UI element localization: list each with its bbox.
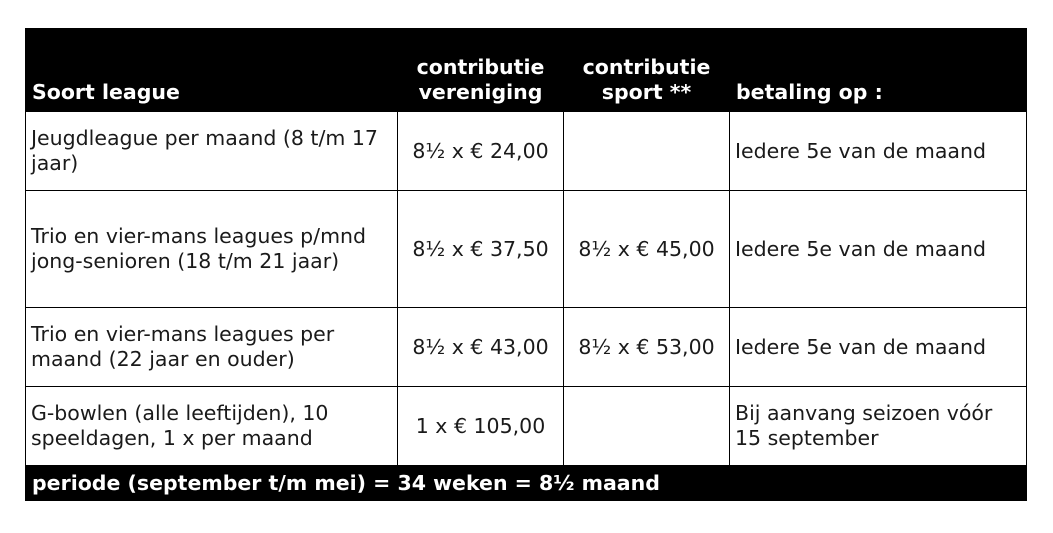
cell-betaling: Bij aanvang seizoen vóór 15 september: [730, 387, 1027, 466]
cell-betaling: Iedere 5e van de maand: [730, 112, 1027, 191]
cell-vereniging: 1 x € 105,00: [398, 387, 564, 466]
cell-betaling: Iedere 5e van de maand: [730, 308, 1027, 387]
header-betaling-label: betaling op :: [736, 80, 883, 104]
period-summary: periode (september t/m mei) = 34 weken = 8½ maand: [26, 466, 1027, 501]
cell-sport: [564, 112, 730, 191]
table-row: [26, 112, 1027, 191]
header-contributie-sport: [564, 29, 730, 112]
footer-row: [26, 466, 1027, 501]
table-row: [26, 387, 1027, 466]
header-betaling-op: [730, 29, 1027, 112]
cell-soort: G-bowlen (alle leeftijden), 10 speeldagen, 1 x per maand: [26, 387, 398, 466]
cell-betaling: Iedere 5e van de maand: [730, 191, 1027, 308]
cell-vereniging: 8½ x € 24,00: [398, 112, 564, 191]
header-soort-league: [26, 29, 398, 112]
cell-vereniging: 8½ x € 37,50: [398, 191, 564, 308]
header-soort-league-label: Soort league: [32, 80, 180, 104]
cell-soort: Trio en vier-mans leagues per maand (22 jaar en ouder): [26, 308, 398, 387]
header-sport-line2: sport **: [601, 80, 692, 104]
cell-soort: Jeugdleague per maand (8 t/m 17 jaar): [26, 112, 398, 191]
table-row: [26, 191, 1027, 308]
table-row: [26, 308, 1027, 387]
header-vereniging-line2: vereniging: [418, 80, 543, 104]
table-body: [26, 112, 1027, 466]
cell-sport: 8½ x € 45,00: [564, 191, 730, 308]
header-vereniging-line1: contributie: [416, 55, 545, 79]
table-footer: [26, 466, 1027, 501]
header-sport-line1: contributie: [582, 55, 711, 79]
header-row: [26, 29, 1027, 112]
cell-soort: Trio en vier-mans leagues p/mnd jong-senioren (18 t/m 21 jaar): [26, 191, 398, 308]
cell-vereniging: 8½ x € 43,00: [398, 308, 564, 387]
cell-sport: [564, 387, 730, 466]
cell-sport: 8½ x € 53,00: [564, 308, 730, 387]
fee-table: [25, 28, 1027, 501]
table-header: [26, 29, 1027, 112]
header-contributie-vereniging: [398, 29, 564, 112]
